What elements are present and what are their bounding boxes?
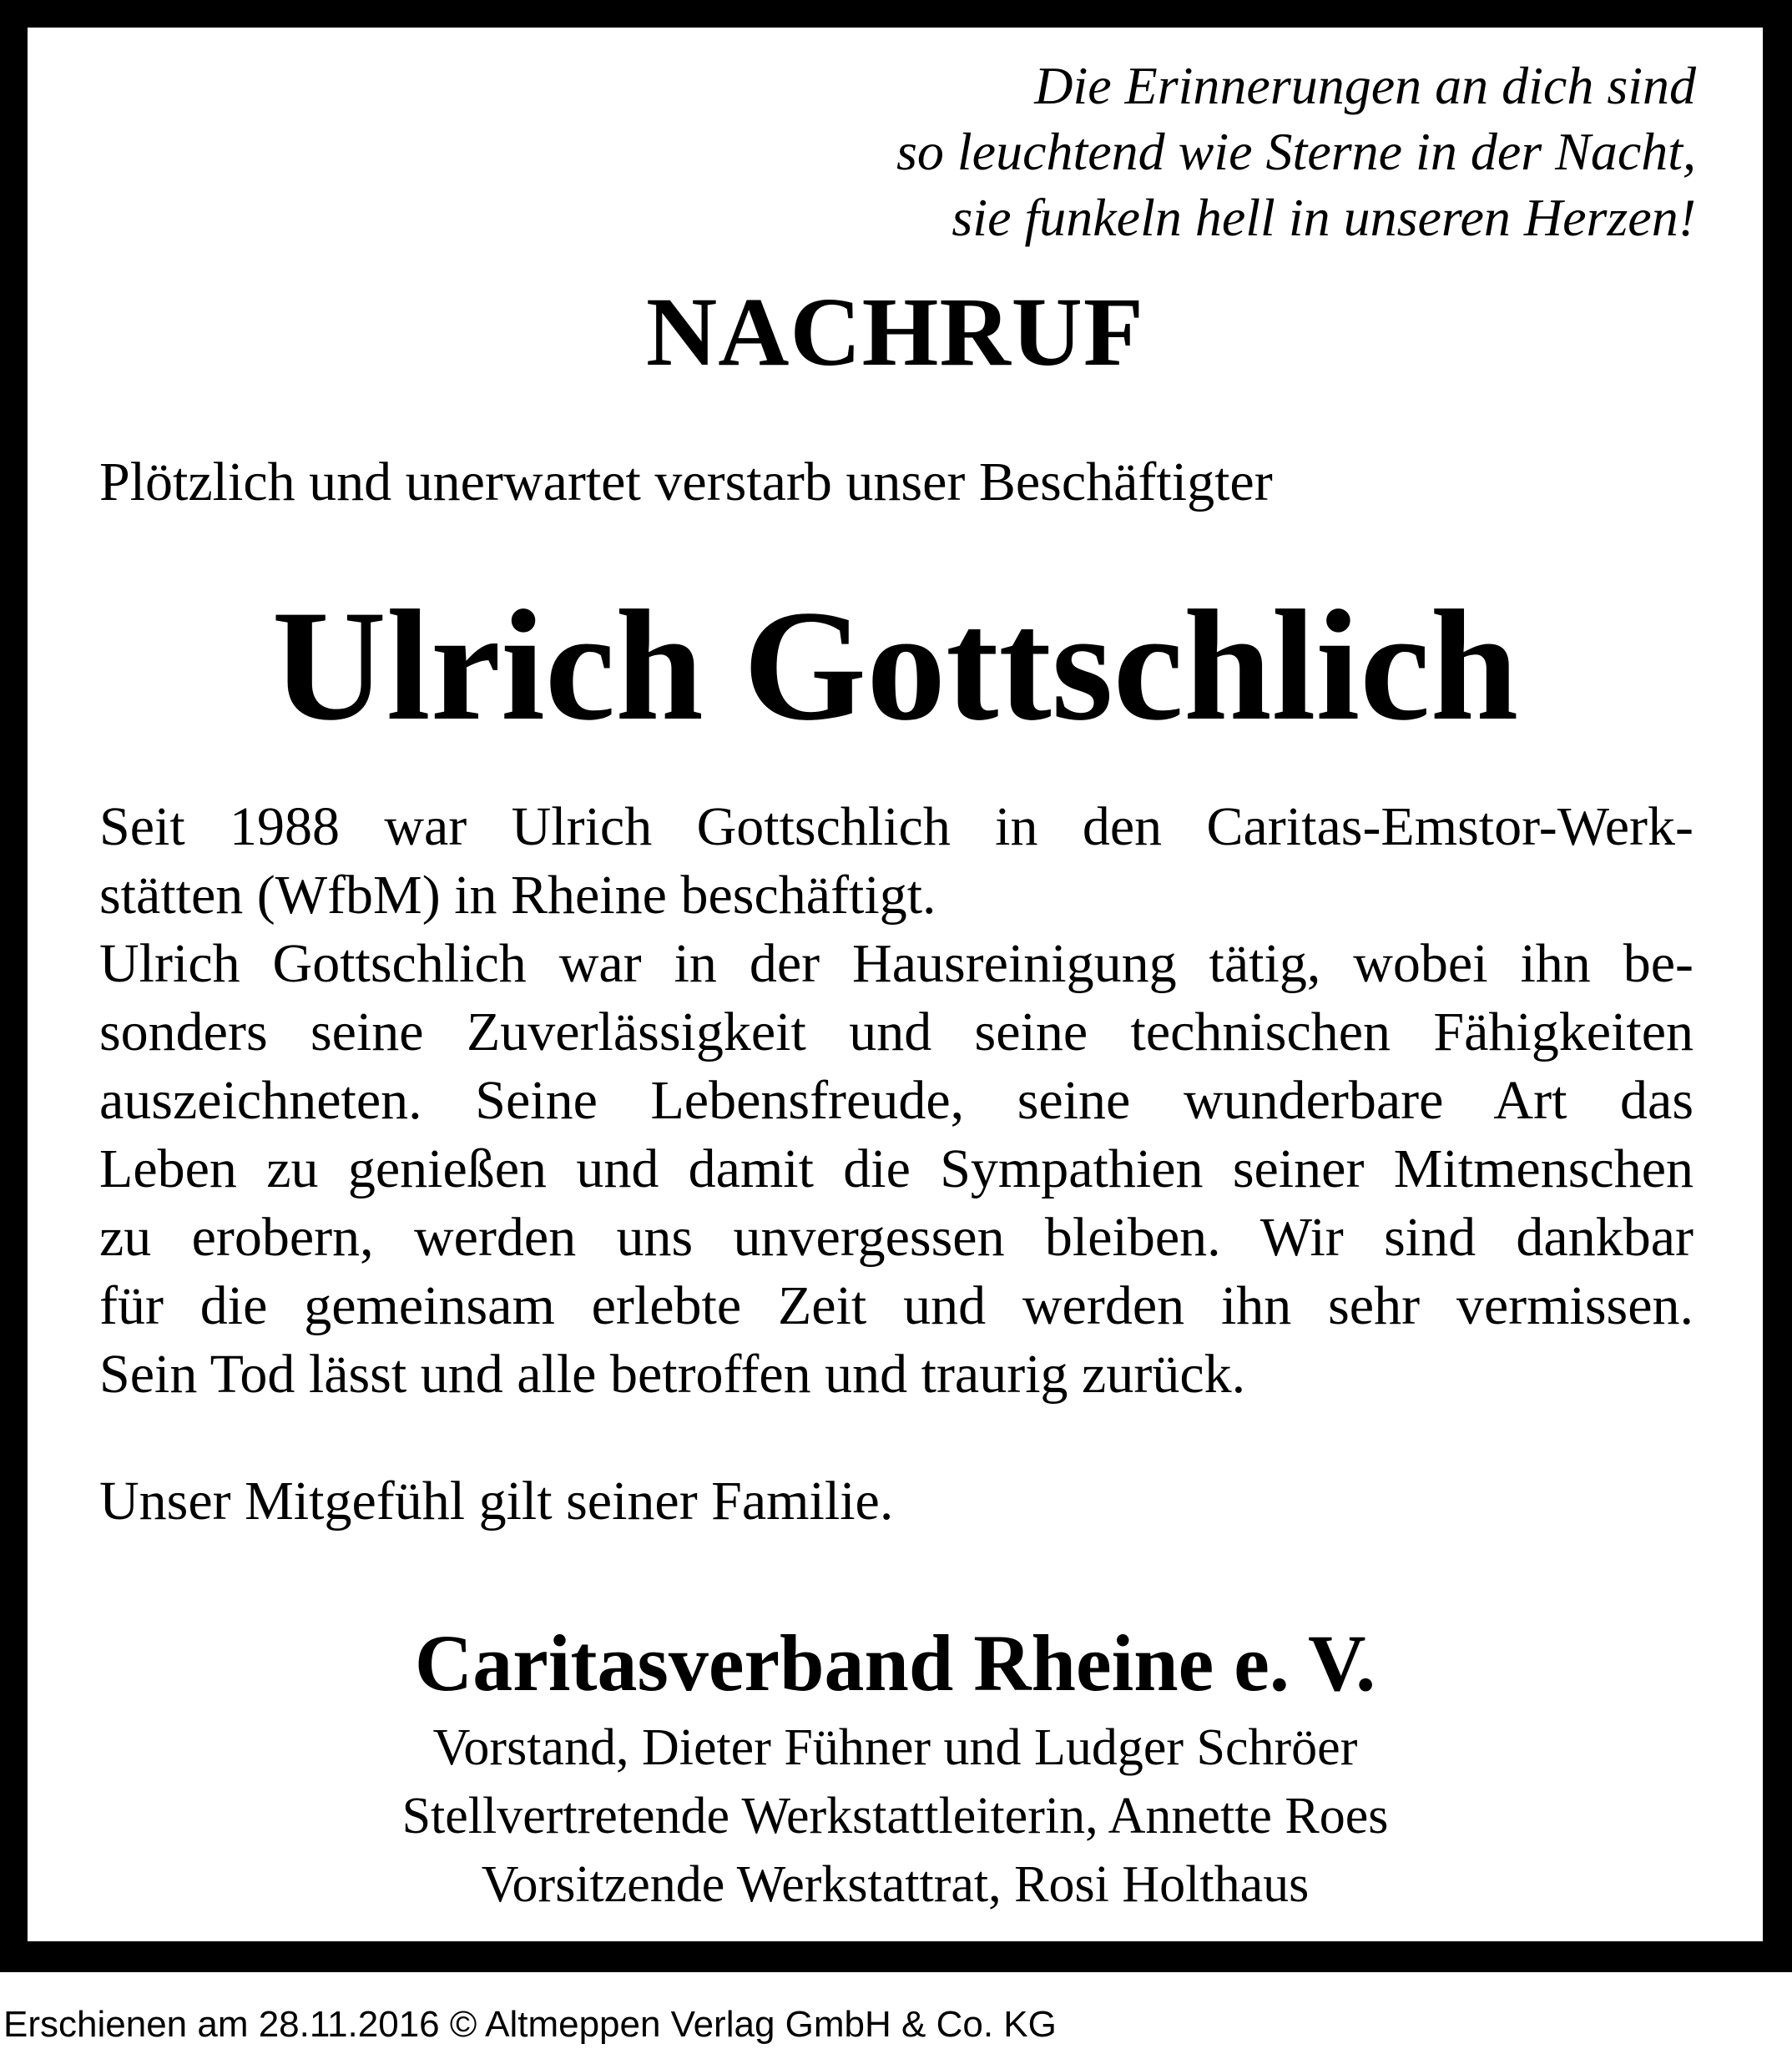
poem-line: sie funkeln hell in unseren Herzen! [952, 188, 1696, 247]
body-text [99, 793, 1694, 1409]
body-line: für die gemeinsam erlebte Zeit und werden ihn sehr vermissen. [99, 1275, 1694, 1336]
organization-name: Caritasverband Rheine e. V. [414, 1618, 1376, 1708]
poem-line: so leuchtend wie Sterne in der Nacht, [896, 122, 1696, 181]
body-line: Seit 1988 war Ulrich Gottschlich in den Caritas-Emstor-Werk- [99, 796, 1694, 857]
intro-text: Plötzlich und unerwartet verstarb unser Beschäftigter [99, 452, 1273, 512]
body-line: Leben zu genießen und damit die Sympathien seiner Mitmenschen [99, 1138, 1694, 1199]
sympathy-text: Unser Mitgefühl gilt seiner Familie. [99, 1471, 894, 1532]
signer-line: Stellvertretende Werkstattleiterin, Annette Roes [401, 1788, 1389, 1844]
body-line: sonders seine Zuverlässigkeit und seine technischen Fähigkeiten [99, 1002, 1694, 1062]
signers [28, 1713, 1763, 1919]
publication-credit: Erschienen am 28.11.2016 © Altmeppen Verlag GmbH & Co. KG [3, 2004, 1057, 2045]
body-line: zu erobern, werden uns unvergessen bleiben. Wir sind dankbar [99, 1207, 1694, 1268]
poem [896, 53, 1696, 250]
deceased-name: Ulrich Gottschlich [271, 578, 1519, 754]
notice-title: NACHRUF [646, 277, 1144, 386]
body-line: stätten (WfbM) in Rheine beschäftigt. [99, 865, 936, 926]
obituary-notice [28, 28, 1763, 1941]
signer-line: Vorsitzende Werkstattrat, Rosi Holthaus [481, 1856, 1310, 1913]
signer-line: Vorstand, Dieter Fühner und Ludger Schröer [432, 1719, 1358, 1776]
body-line: Sein Tod lässt und alle betroffen und traurig zurück. [99, 1344, 1246, 1405]
body-line: Ulrich Gottschlich war in der Hausreinigung tätig, wobei ihn be- [99, 933, 1694, 994]
body-line: auszeichneten. Seine Lebensfreude, seine wunderbare Art das [99, 1070, 1694, 1131]
poem-line: Die Erinnerungen an dich sind [1034, 56, 1696, 115]
